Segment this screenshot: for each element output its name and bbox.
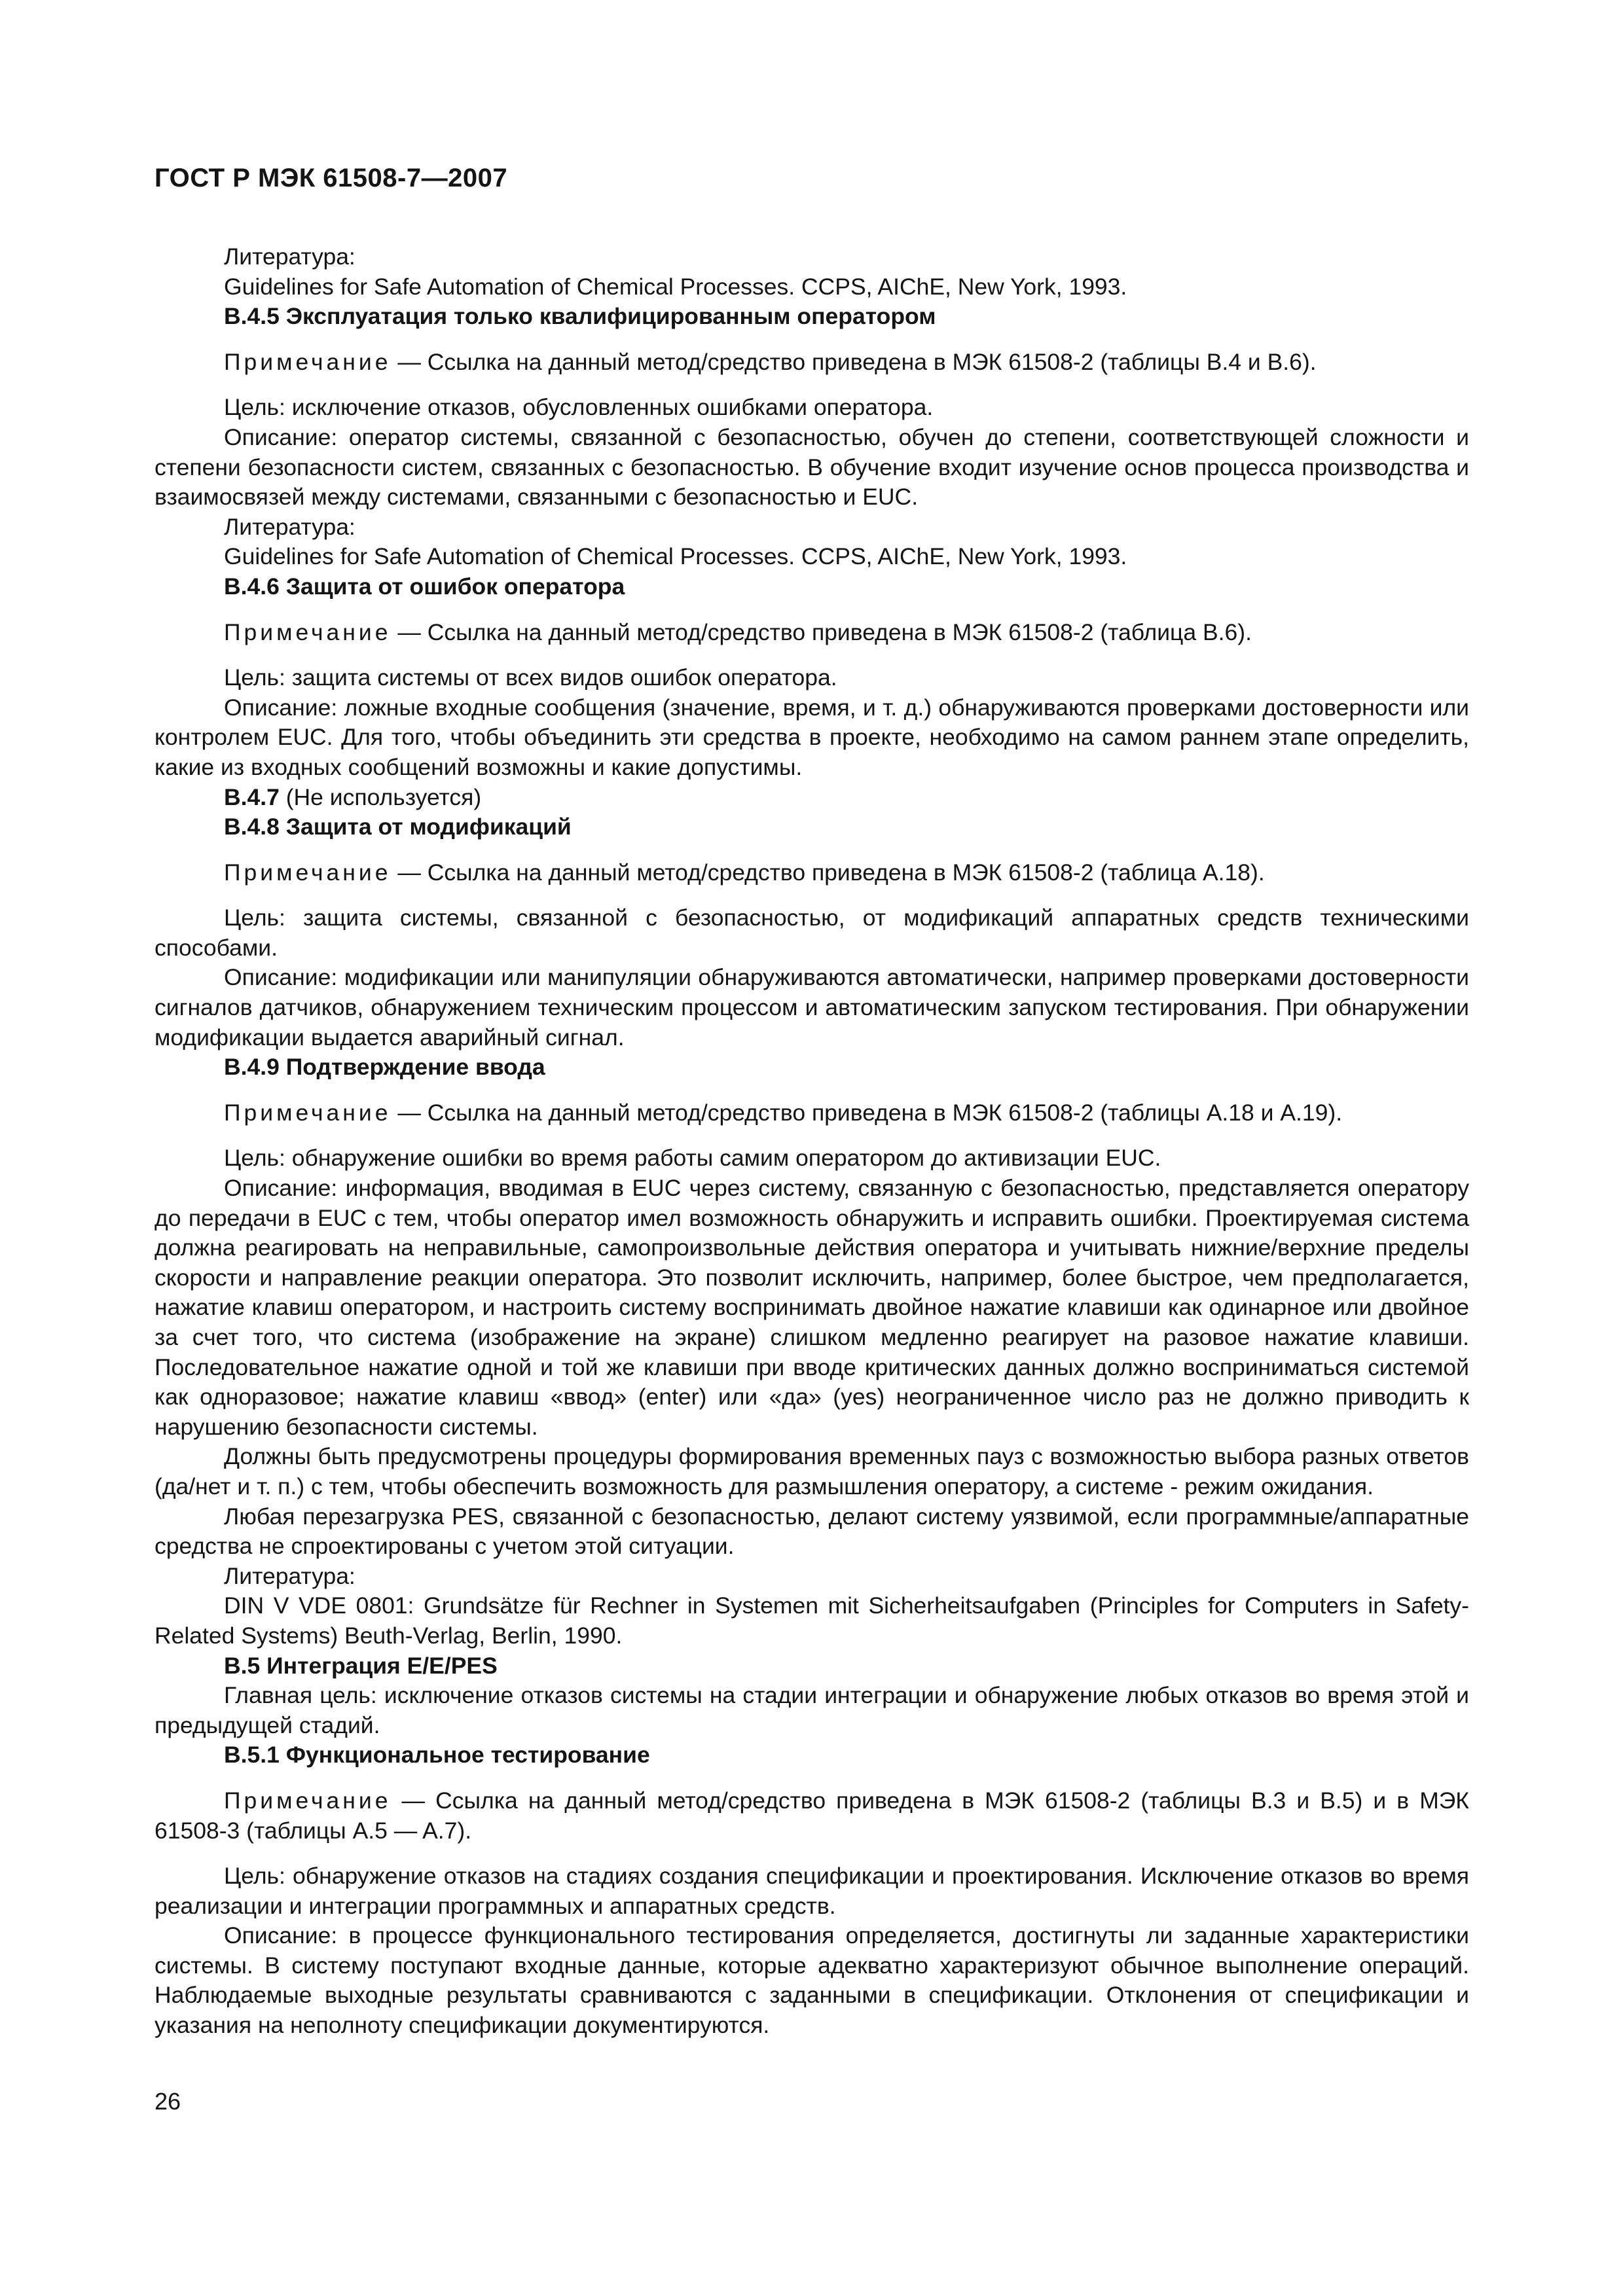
note-paragraph: Примечание — Ссылка на данный метод/средство приведена в МЭК 61508-2 (таблицы B.3 и B.5) и в МЭК 61508-3 (таблицы A.5 — A.7).	[155, 1787, 1469, 1844]
note-paragraph: Примечание — Ссылка на данный метод/средство приведена в МЭК 61508-2 (таблицы A.18 и A.19).	[224, 1099, 1343, 1126]
page-number: 26	[155, 2088, 181, 2115]
note-label: Примечание	[224, 619, 392, 645]
body-paragraph: Литература:	[224, 243, 356, 270]
body-paragraph: Цель: защита системы, связанной с безопасностью, от модификаций аппаратных средств техническими способами.	[155, 905, 1469, 961]
document-header: ГОСТ Р МЭК 61508-7—2007	[155, 164, 508, 192]
section-heading: B.4.9 Подтверждение ввода	[224, 1054, 545, 1081]
document-body	[155, 242, 1469, 2041]
body-paragraph: Цель: обнаружение отказов на стадиях создания спецификации и проектирования. Исключение отказов во время реализации и интеграции программных и аппаратных средств.	[155, 1863, 1469, 1919]
body-paragraph: Цель: защита системы от всех видов ошибок оператора.	[224, 664, 837, 691]
body-paragraph: Литература:	[224, 1562, 356, 1589]
body-paragraph: DIN V VDE 0801: Grundsätze für Rechner in Systemen mit Sicherheitsaufgaben (Principles for Computers in Safety-Related Systems) Beuth-Verlag, Berlin, 1990.	[155, 1592, 1469, 1649]
body-paragraph: Guidelines for Safe Automation of Chemical Processes. CCPS, AIChE, New York, 1993.	[224, 543, 1127, 570]
body-paragraph: Описание: в процессе функционального тестирования определяется, достигнуты ли заданные характеристики системы. В систему поступают входные данные, которые адекватно характеризуют обычное выполнение операций. Наблюдаемые выходные результаты сравниваются с заданными в спецификации. Отклонения от спецификации и указания на неполноту спецификации документируются.	[155, 1922, 1469, 2039]
body-paragraph: Описание: информация, вводимая в EUC через систему, связанную с безопасностью, представляется оператору до передачи в EUC с тем, чтобы оператор имел возможность обнаружить и исправить ошибки. Проектируемая система должна реагировать на неправильные, самопроизвольные действия оператора и учитывать нижние/верхние пределы скорости и направление реакции оператора. Это позволит исключить, например, более быстрое, чем предполагается, нажатие клавиш оператором, и настроить систему воспринимать двойное нажатие клавиши как одинарное или двойное за счет того, что система (изображение на экране) слишком медленно реагирует на разовое нажатие клавиши. Последовательное нажатие одной и той же клавиши при вводе критических данных должно восприниматься системой как одноразовое; нажатие клавиш «ввод» (enter) или «да» (yes) неограниченное число раз не должно приводить к нарушению безопасности системы.	[155, 1175, 1469, 1440]
body-paragraph: Цель: исключение отказов, обусловленных ошибками оператора.	[224, 394, 934, 421]
body-paragraph: Цель: обнаружение ошибки во время работы самим оператором до активизации EUC.	[224, 1145, 1161, 1172]
note-label: Примечание	[224, 1099, 392, 1126]
note-paragraph: Примечание — Ссылка на данный метод/средство приведена в МЭК 61508-2 (таблица A.18).	[224, 859, 1265, 886]
body-paragraph: Любая перезагрузка PES, связанной с безопасностью, делают систему уязвимой, если программные/аппаратные средства не спроектированы с учетом этой ситуации.	[155, 1503, 1469, 1560]
note-paragraph: Примечание — Ссылка на данный метод/средство приведена в МЭК 61508-2 (таблица B.6).	[224, 619, 1252, 645]
note-label: Примечание	[224, 1787, 392, 1814]
note-label: Примечание	[224, 859, 392, 886]
body-paragraph: Должны быть предусмотрены процедуры формирования временных пауз с возможностью выбора разных ответов (да/нет и т. п.) с тем, чтобы обеспечить возможность для размышления оператору, а системе - режим ожидания.	[155, 1443, 1469, 1499]
section-heading: B.4.5 Эксплуатация только квалифицированным оператором	[224, 303, 936, 330]
body-paragraph: Описание: ложные входные сообщения (значение, время, и т. д.) обнаруживаются проверками достоверности или контролем EUC. Для того, чтобы объединить эти средства в проекте, необходимо на самом раннем этапе определить, какие из входных сообщений возможны и какие допустимы.	[155, 694, 1469, 780]
section-heading: B.4.8 Защита от модификаций	[224, 814, 572, 840]
section-heading: B.5 Интеграция E/E/PES	[224, 1652, 498, 1679]
body-paragraph: Главная цель: исключение отказов системы на стадии интеграции и обнаружение любых отказов во время этой и предыдущей стадий.	[155, 1682, 1469, 1738]
section-paragraph: B.4.7 (Не используется)	[224, 783, 482, 810]
body-paragraph: Описание: оператор системы, связанной с безопасностью, обучен до степени, соответствующей сложности и степени безопасности систем, связанных с безопасностью. В обучение входит изучение основ процесса производства и взаимосвязей между системами, связанными с безопасностью и EUC.	[155, 423, 1469, 511]
note-label: Примечание	[224, 348, 392, 375]
body-paragraph: Литература:	[224, 513, 356, 540]
section-number: B.4.7	[224, 783, 280, 810]
body-paragraph: Guidelines for Safe Automation of Chemical Processes. CCPS, AIChE, New York, 1993.	[224, 273, 1127, 300]
note-paragraph: Примечание — Ссылка на данный метод/средство приведена в МЭК 61508-2 (таблицы B.4 и B.6).	[224, 348, 1317, 375]
section-heading: B.4.6 Защита от ошибок оператора	[224, 573, 625, 600]
section-heading: B.5.1 Функциональное тестирование	[224, 1742, 650, 1768]
body-paragraph: Описание: модификации или манипуляции обнаруживаются автоматически, например проверками достоверности сигналов датчиков, обнаружением техническим процессом и автоматическим запуском тестирования. При обнаружении модификации выдается аварийный сигнал.	[155, 964, 1469, 1050]
